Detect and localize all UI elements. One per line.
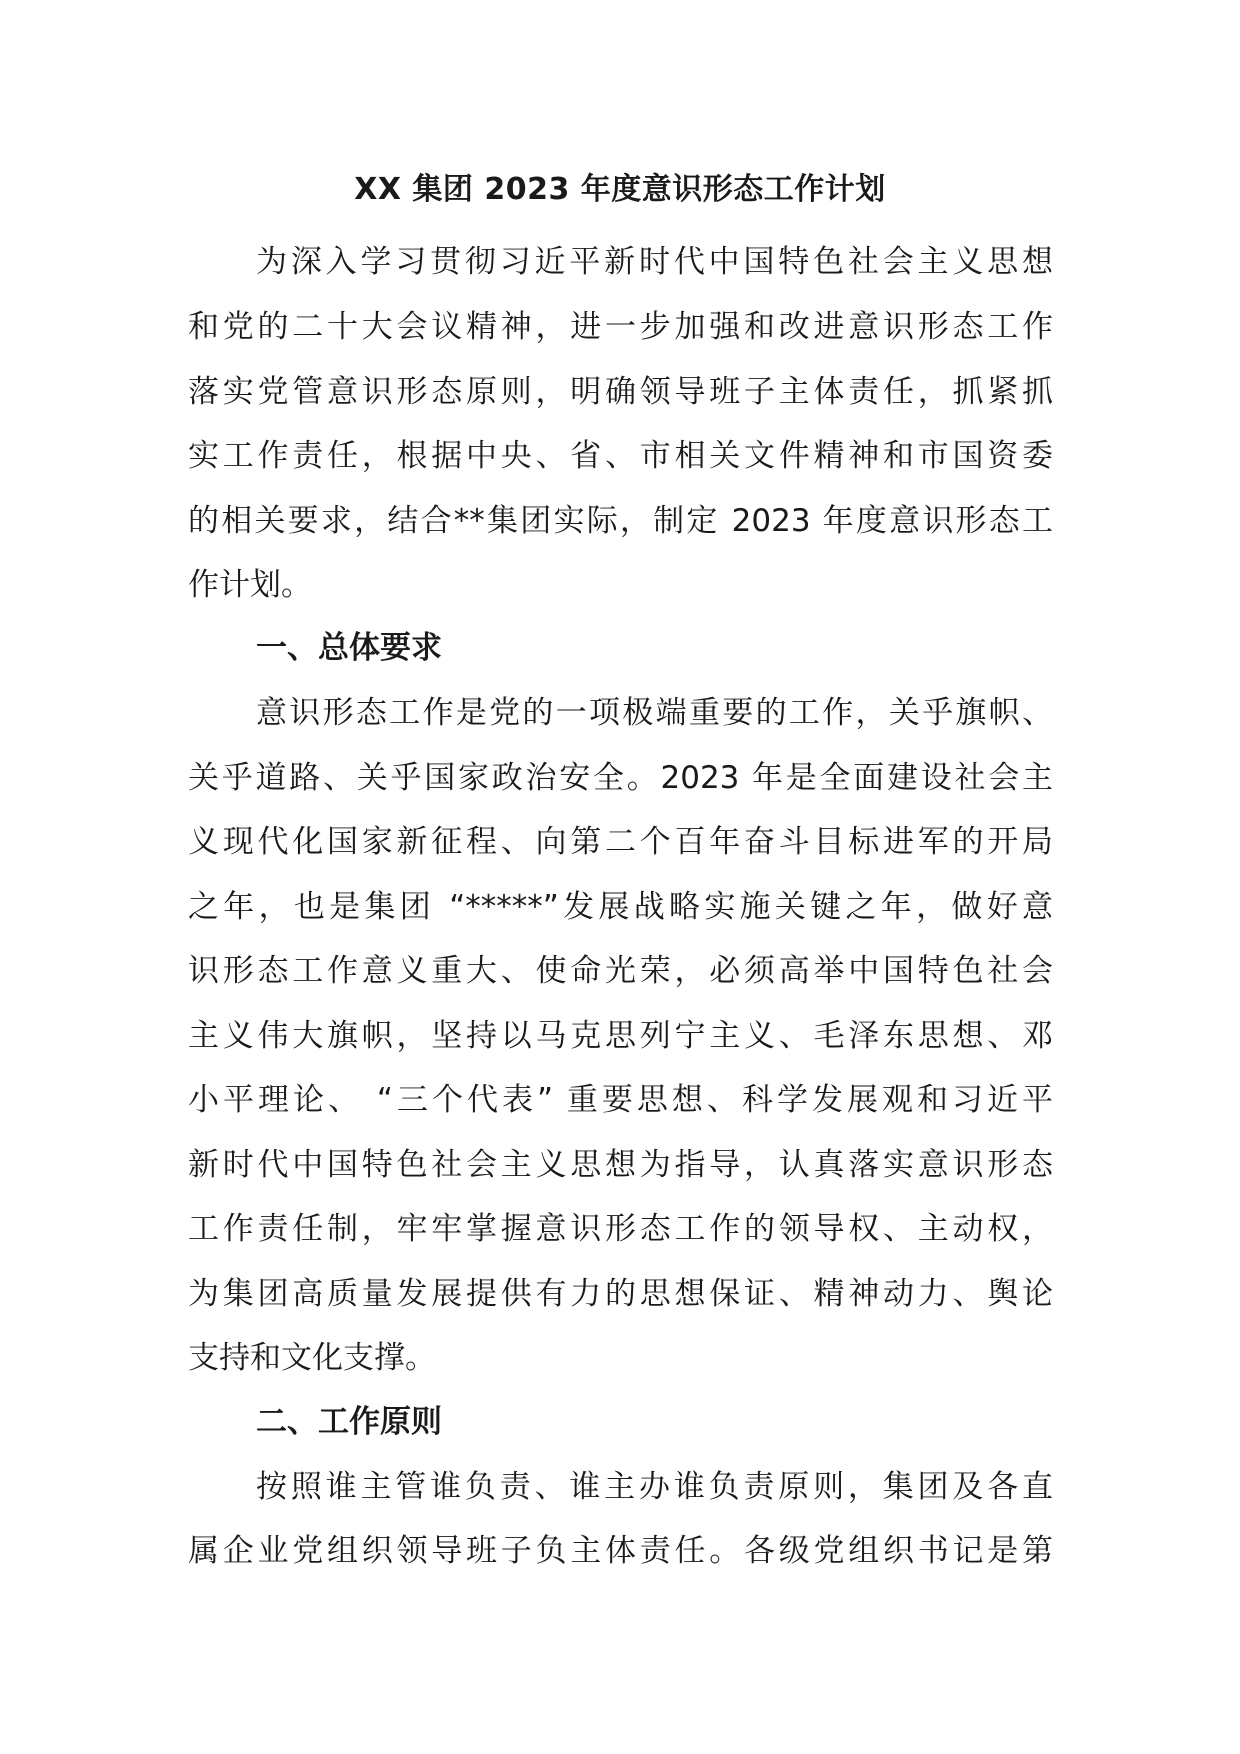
section-heading: 二、工作原则	[256, 1404, 442, 1440]
paragraph-line: 实工作责任，根据中央、省、市相关文件精神和市国资委	[188, 438, 1053, 474]
paragraph-line: 之年，也是集团 “*****”发展战略实施关键之年，做好意	[188, 889, 1053, 925]
paragraph-line: 和党的二十大会议精神，进一步加强和改进意识形态工作	[188, 309, 1053, 345]
section-heading: 一、总体要求	[256, 630, 442, 666]
paragraph-line: 的相关要求，结合**集团实际，制定 2023 年度意识形态工	[188, 503, 1053, 539]
paragraph-line: 工作责任制，牢牢掌握意识形态工作的领导权、主动权，	[188, 1211, 1053, 1247]
paragraph-line: 为深入学习贯彻习近平新时代中国特色社会主义思想	[256, 244, 1053, 280]
paragraph-line: 关乎道路、关乎国家政治安全。2023 年是全面建设社会主	[188, 760, 1053, 796]
paragraph-line: 落实党管意识形态原则，明确领导班子主体责任，抓紧抓	[188, 374, 1053, 410]
paragraph-line: 为集团高质量发展提供有力的思想保证、精神动力、舆论	[188, 1276, 1053, 1312]
document-title: XX 集团 2023 年度意识形态工作计划	[354, 172, 886, 207]
paragraph-line: 意识形态工作是党的一项极端重要的工作，关乎旗帜、	[256, 695, 1053, 731]
paragraph-line: 支持和文化支撑。	[188, 1340, 436, 1376]
paragraph-line: 主义伟大旗帜，坚持以马克思列宁主义、毛泽东思想、邓	[188, 1018, 1053, 1054]
paragraph-line: 新时代中国特色社会主义思想为指导，认真落实意识形态	[188, 1147, 1053, 1183]
paragraph-line: 按照谁主管谁负责、谁主办谁负责原则，集团及各直	[256, 1469, 1053, 1505]
paragraph-line: 小平理论、 “三个代表” 重要思想、科学发展观和习近平	[188, 1082, 1053, 1118]
paragraph-line: 识形态工作意义重大、使命光荣，必须高举中国特色社会	[188, 953, 1053, 989]
paragraph-line: 作计划。	[188, 567, 312, 603]
paragraph-line: 义现代化国家新征程、向第二个百年奋斗目标进军的开局	[188, 824, 1053, 860]
paragraph-line: 属企业党组织领导班子负主体责任。各级党组织书记是第	[188, 1533, 1053, 1569]
